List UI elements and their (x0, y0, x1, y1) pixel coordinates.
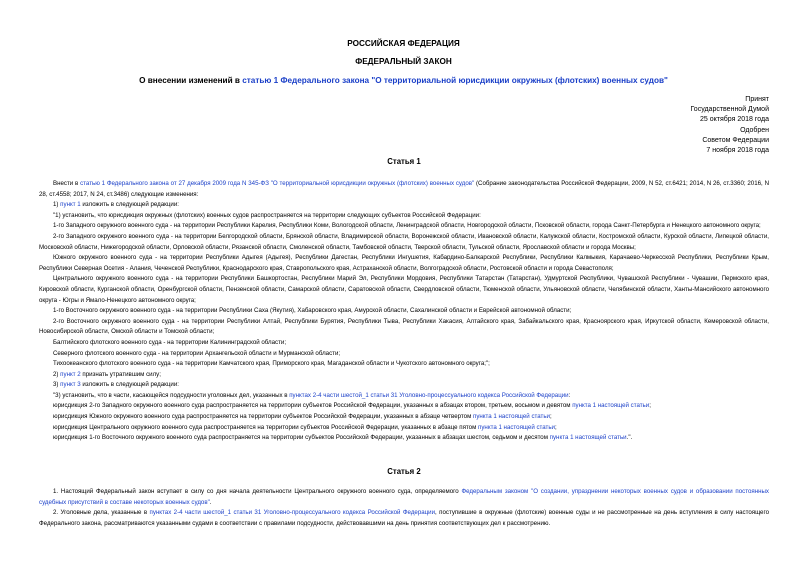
text: юрисдикция Южного окружного военного суда распространяется на территории субъектов Российской Федерации, указанных в абзаце четвертом (53, 413, 474, 421)
paragraph (39, 508, 769, 529)
code-link[interactable]: пунктах 2-4 части шестой_1 статьи 31 Уголовно-процессуального кодекса Российской Федерации (149, 509, 436, 517)
paragraph (39, 401, 769, 412)
adoption-line: Одобрен (740, 126, 769, 134)
law-link[interactable]: статью 1 Федерального закона от 27 декабря 2009 года N 345-ФЗ "О территориальной юрисдикции окружных (флотских) военных судов" (80, 180, 475, 187)
paragraph: Балтийского флотского военного суда - на территории Калининградской области; (53, 338, 287, 346)
adoption-block (690, 95, 769, 156)
law-link[interactable]: Федеральным законом "О создании, упразднении некоторых военных судов и образовании постоянных судебных присутствий в составе некоторых военных судов" (39, 488, 769, 506)
clause-link[interactable]: пункта 1 настоящей статьи (478, 423, 555, 431)
text: изложить в следующей редакции: (80, 381, 179, 389)
list-item (39, 200, 769, 211)
text: . (209, 498, 212, 506)
paragraph (39, 433, 769, 444)
adoption-line: Государственной Думой (690, 106, 769, 114)
paragraph: Южного окружного военного суда - на территории Республики Адыгея (Адыгея), Республики Дагестан, Республики Ингушетия, Кабардино-Балкарской Республики, Республики Калмыкия, Карачаево-Черкесской Республики, Республики Крым, Республики Северная Осетия - Алания, Чеченской Республики, Краснодарского края, Ставропольского края, Астраханской области, Волгоградской области, Ростовской области и города Севастополя; (39, 254, 769, 272)
list-item (39, 370, 769, 381)
text: ; (649, 402, 651, 410)
text: ; (549, 413, 552, 421)
article-1-heading: Статья 1 (387, 157, 421, 166)
federation-heading: РОССИЙСКАЯ ФЕДЕРАЦИЯ (347, 39, 460, 48)
adoption-line: Принят (745, 96, 769, 103)
text: изложить в следующей редакции: (80, 201, 179, 209)
paragraph: 1-го Восточного окружного военного суда - на территории Республики Саха (Якутия), Хабаровского края, Амурской области, Сахалинской области и Еврейской автономной области; (53, 307, 572, 315)
clause-link[interactable]: пункт 3 (60, 381, 81, 389)
text: , поступившие в окружные (флотские) военные суды и не рассмотренные на день вступления в силу настоящего Федерального закона, рассматриваются указанными судами в соответствии с правилами подсудности, действовавшими на день принятия соответствующих дел к рассмотрению. (39, 509, 769, 527)
article-2-heading: Статья 2 (387, 467, 421, 476)
paragraph (39, 487, 769, 508)
paragraph (39, 391, 769, 402)
text: признать утратившим силу; (80, 370, 161, 378)
clause-link[interactable]: пункта 1 настоящей статьи (572, 402, 650, 410)
text: .". (626, 434, 633, 442)
text: юрисдикция Центрального окружного военного суда распространяется на территории субъектов Российской Федерации, указанных в абзаце пятом (53, 423, 479, 431)
text: 1. Настоящий Федеральный закон вступает в силу со дня начала деятельности Центрального окружного военного суда, определяемого (53, 488, 462, 495)
law-type-heading: ФЕДЕРАЛЬНЫЙ ЗАКОН (355, 57, 452, 66)
law-title-link[interactable]: статью 1 Федерального закона "О территориальной юрисдикции окружных (флотских) военных судов" (242, 76, 668, 85)
law-title-prefix: О внесении изменений в (139, 76, 243, 85)
adoption-line: Советом Федерации (702, 136, 769, 144)
text: ; (555, 423, 557, 431)
paragraph: 1-го Западного окружного военного суда - на территории Республики Карелия, Республики Коми, Вологодской области, Ленинградской области, Новгородской области, Псковской области, города Санкт-Петербурга и Ненецкого автономного округа; (53, 222, 761, 230)
text: Внести в (53, 180, 81, 187)
text: : (568, 391, 571, 399)
text: 2. Уголовные дела, указанные в (53, 509, 150, 517)
paragraph (39, 179, 769, 200)
paragraph: Тихоокеанского флотского военного суда - на территории Камчатского края, Приморского края, Магаданской области и Чукотского автономного округа;"; (53, 360, 490, 368)
adoption-line: 7 ноября 2018 года (706, 147, 769, 155)
clause-link[interactable]: пункт 1 (60, 201, 81, 209)
text: юрисдикция 1-го Восточного окружного военного суда распространяется на территории субъектов Российской Федерации, указанных в абзацах шестом, седьмом и десятом (53, 434, 550, 442)
paragraph: 2-го Восточного окружного военного суда - на территории Республики Алтай, Республики Бурятия, Республики Тыва, Республики Хакасия, Алтайского края, Забайкальского края, Красноярского края, Иркутской области, Кемеровской области, Новосибирской области, Омской области и Томской области; (39, 317, 769, 336)
paragraph: Центрального окружного военного суда - на территории Республики Башкортостан, Республики Марий Эл, Республики Мордовия, Республики Татарстан (Татарстан), Удмуртской Республики, Чувашской Республики - Чувашии, Пермского края, Кировской области, Курганской области, Оренбургской области, Пензенской области, Самарской области, Саратовской области, Свердловской области, Тюменской области, Ульяновской области, Челябинской области, Ханты-Мансийского автономного округа - Югры и Ямало-Ненецкого автономного округа; (39, 275, 769, 304)
clause-link[interactable]: пункта 1 настоящей статьи (473, 413, 550, 421)
text: 2) (53, 370, 61, 378)
paragraph (39, 412, 769, 423)
clause-link[interactable]: пункта 1 настоящей статьи (549, 434, 627, 442)
paragraph (39, 423, 769, 434)
text: "3) установить, что в части, касающейся подсудности уголовных дел, указанных в (53, 391, 290, 399)
article-2-body (39, 487, 769, 529)
list-item (39, 380, 769, 391)
law-title (0, 76, 807, 85)
text: 1) (53, 201, 61, 209)
text: (Собрание законодательства Российской Федерации, 2009, N 52, ст.6421; 2014, N 26, ст.3360; 2016, N 28, ст.4558; 2017, N 24, ст.3486) следующие изменения: (39, 180, 769, 198)
article-1-body (39, 179, 769, 444)
paragraph: "1) установить, что юрисдикция окружных (флотских) военных судов распространяется на территории следующих субъектов Российской Федерации: (53, 211, 481, 219)
adoption-line: 25 октября 2018 года (700, 116, 769, 124)
paragraph: 2-го Западного окружного военного суда - на территории Белгородской области, Брянской области, Владимирской области, Воронежской области, Ивановской области, Калужской области, Костромской области, Курской области, Липецкой области, Московской области, Нижегородской области, Орловской области, Рязанской области, Смоленской области, Тамбовской области, Тверской области, Тульской области, Ярославской области и города Москвы; (39, 232, 769, 251)
paragraph: Северного флотского военного суда - на территории Архангельской области и Мурманской области; (53, 349, 341, 357)
text: 3) (53, 381, 61, 389)
text: юрисдикция 2-го Западного окружного военного суда распространяется на территории субъектов Российской Федерации, указанных в абзацах втором, третьем, восьмом и девятом (53, 402, 573, 410)
code-link[interactable]: пунктах 2-4 части шестой_1 статьи 31 Уголовно-процессуального кодекса Российской Федерации (289, 391, 569, 399)
clause-link[interactable]: пункт 2 (60, 370, 81, 378)
